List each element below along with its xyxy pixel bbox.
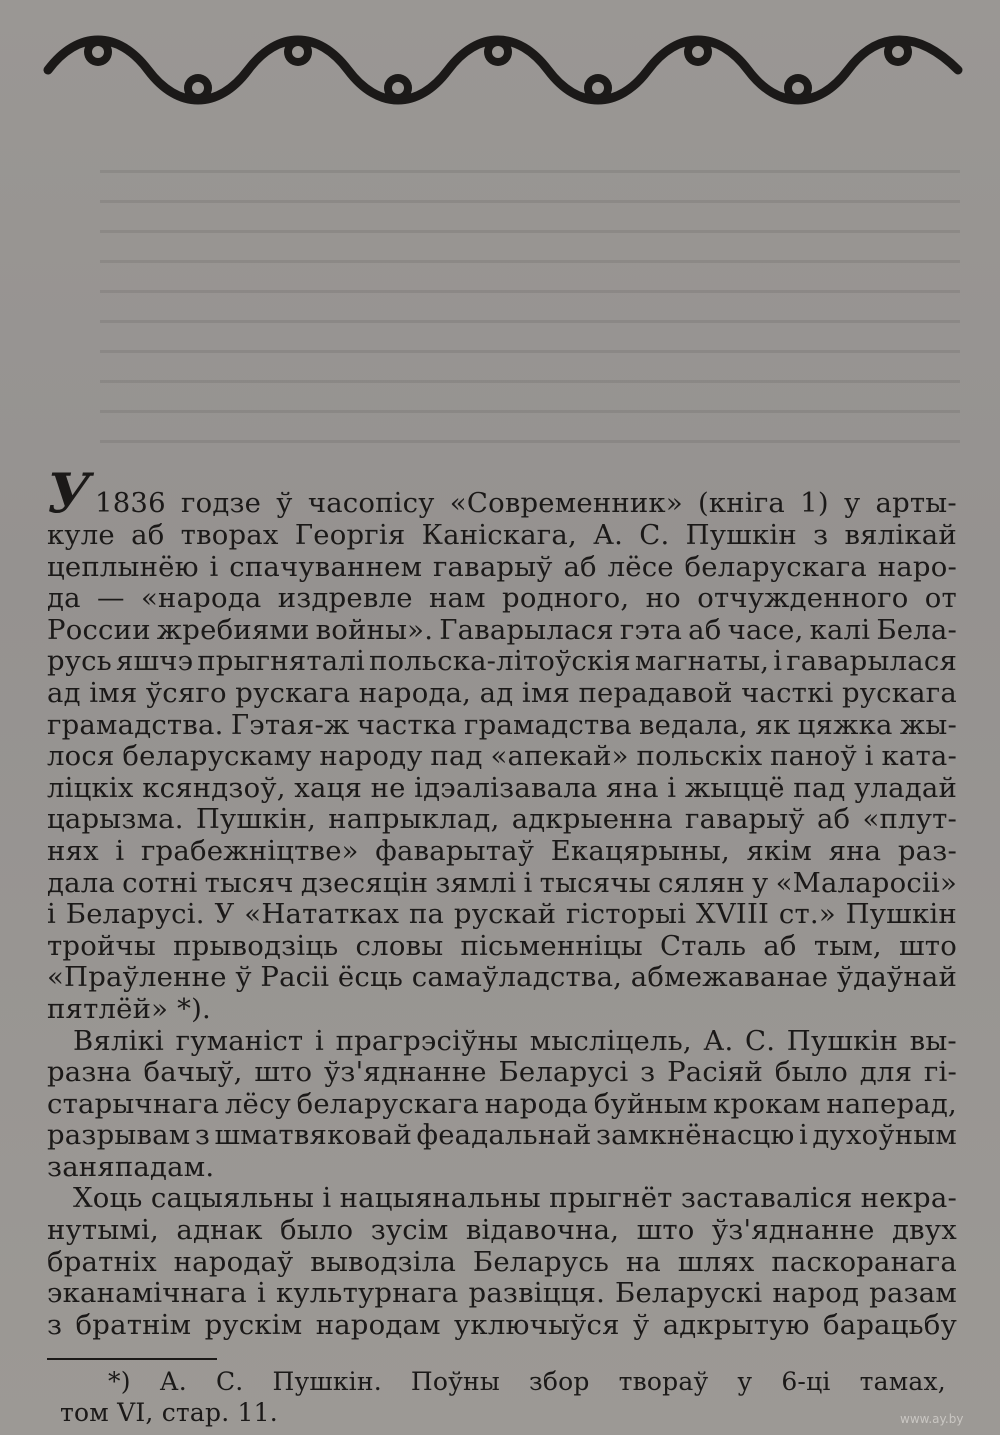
watermark: www.ay.by (900, 1412, 964, 1426)
footnote-line: том VI, стар. 11. (60, 1398, 278, 1427)
article-line: грамадства. Гэтая-ж частка грамадства ведала, як цяжка жы- (47, 708, 957, 741)
drop-cap: У (47, 461, 92, 526)
article-line: Вялікі гуманіст і прагрэсіўны мысліцель, А. С. Пушкін вы- (73, 1024, 957, 1057)
footnote (60, 1366, 946, 1428)
article-line: лося беларускаму народу пад «апекай» польскіх паноў і ката- (47, 740, 957, 773)
footnote-line: *) А. С. Пушкін. Поўны збор твораў у 6-ці тамах, (108, 1367, 946, 1396)
scroll-wave-ornament-icon (38, 22, 968, 118)
footnote-rule (47, 1358, 217, 1360)
article-line: Хоць сацыяльны і нацыянальны прыгнёт заставаліся некра- (73, 1182, 957, 1215)
article-line: куле аб творах Георгія Каніскага, А. С. Пушкін з вялікай (47, 519, 957, 551)
article-line: братніх народаў выводзіла Беларусь на шлях паскоранага (47, 1245, 957, 1278)
article-line: тройчы прыводзіць словы пісьменніцы Сталь аб тым, што (47, 929, 957, 962)
article-line: России жребиями войны». Гаварылася гэта аб часе, калі Бела- (47, 613, 957, 646)
article-line: старычнага лёсу беларускага народа буйным крокам наперад, (47, 1087, 957, 1120)
show-through-text (100, 170, 960, 500)
article-line: заняпадам. (47, 1150, 215, 1183)
article-line: У 1836 годзе ў часопісу «Современник» (кніга 1) у арты- (47, 461, 957, 526)
article-line: «Праўленне ў Расіі ёсць самаўладства, абмежаванае ўдаўнай (47, 961, 957, 994)
article-line: русь яшчэ прыгняталі польска-літоўскія магнаты, і гаварылася (47, 645, 957, 678)
article-line: дала сотні тысяч дзесяцін зямлі і тысячы сялян у «Маларосіі» (47, 866, 957, 899)
article-line: і Беларусі. У «Нататках па рускай гісторыі XVIII ст.» Пушкін (47, 898, 957, 931)
article-line: разна бачыў, што ўз'яднанне Беларусі з Расіяй было для гі- (47, 1056, 957, 1089)
article-line: эканамічнага і культурнага развіцця. Беларускі народ разам (47, 1277, 957, 1310)
article-line: царызма. Пушкін, напрыклад, адкрыенна гаварыў аб «плут- (47, 803, 957, 836)
article-line: ад імя ўсяго рускага народа, ад імя перадавой часткі рускага (47, 676, 957, 709)
article-line: разрывам з шматвяковай феадальнай замкнёнасцю і духоўным (47, 1119, 957, 1152)
article-line: нях і грабежніцтве» фаварытаў Екацярыны, якім яна раз- (47, 834, 957, 867)
article-line: да — «народа издревле нам родного, но отчужденного от (47, 582, 957, 615)
article-body (47, 461, 957, 1341)
article-line: пятлёй» *). (47, 992, 211, 1025)
article-line: цеплынёю і спачуваннем гаварыў аб лёсе беларускага наро- (47, 550, 957, 583)
article-line: ліцкіх ксяндзоў, хаця не ідэалізавала яна і жыццё пад уладай (47, 771, 957, 804)
article-line: нутымі, аднак было зусім відавочна, што ўз'яднанне двух (47, 1214, 957, 1247)
article-line: з братнім рускім народам уключыўся ў адкрытую барацьбу (47, 1308, 957, 1341)
